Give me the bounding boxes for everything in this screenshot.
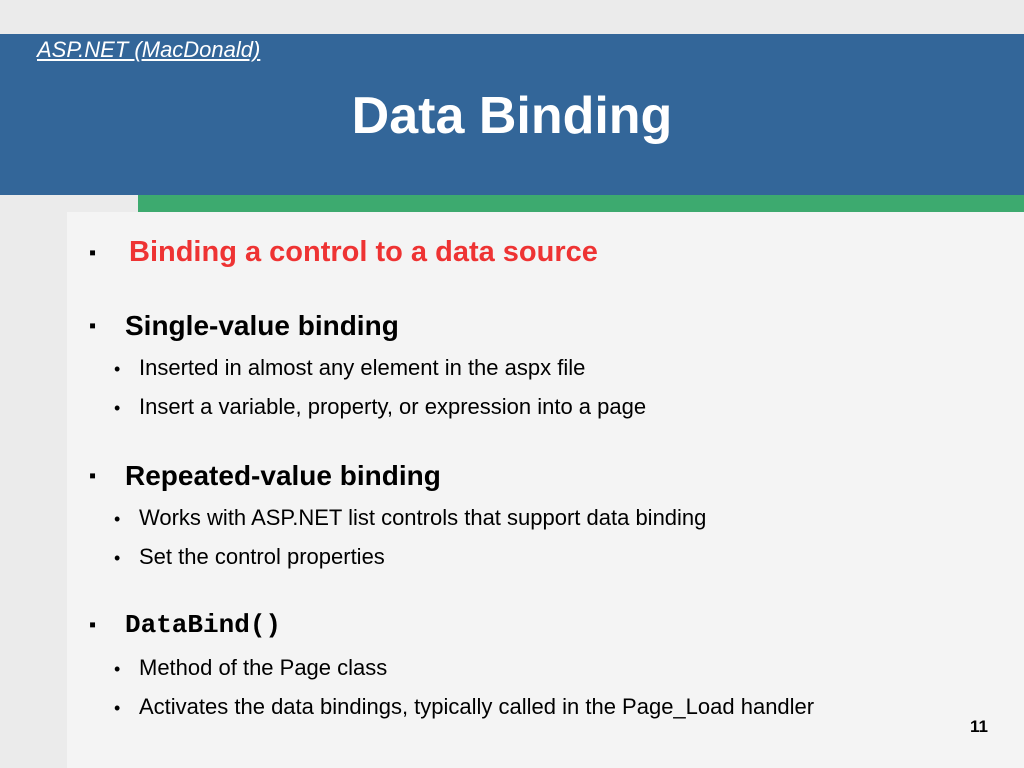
bullet-binding-control: Binding a control to a data source xyxy=(129,236,598,268)
course-link[interactable]: ASP.NET (MacDonald) xyxy=(37,37,261,62)
square-bullet-icon: ▪ xyxy=(89,242,97,264)
bullet-single-value-binding: Single-value binding xyxy=(125,310,399,341)
dot-bullet-icon: • xyxy=(114,659,121,679)
square-bullet-icon: ▪ xyxy=(89,614,97,636)
sub-bullet-page-class: Method of the Page class xyxy=(139,655,388,680)
bullet-databind-method: DataBind() xyxy=(125,610,282,640)
sub-bullet-inserted: Inserted in almost any element in the aspx file xyxy=(139,355,586,380)
dot-bullet-icon: • xyxy=(114,548,121,568)
sub-bullet-insert-variable: Insert a variable, property, or expression into a page xyxy=(139,394,647,419)
square-bullet-icon: ▪ xyxy=(89,465,97,487)
sub-bullet-activates-bindings: Activates the data bindings, typically called in the Page_Load handler xyxy=(139,694,815,719)
sub-bullet-control-properties: Set the control properties xyxy=(139,544,385,569)
dot-bullet-icon: • xyxy=(114,359,121,379)
dot-bullet-icon: • xyxy=(114,698,121,718)
dot-bullet-icon: • xyxy=(114,398,121,418)
square-bullet-icon: ▪ xyxy=(89,315,97,337)
dot-bullet-icon: • xyxy=(114,509,121,529)
sub-bullet-list-controls: Works with ASP.NET list controls that support data binding xyxy=(139,505,707,530)
top-strip xyxy=(0,0,1024,34)
bullet-repeated-value-binding: Repeated-value binding xyxy=(125,460,441,491)
page-number: 11 xyxy=(970,717,988,736)
accent-bar xyxy=(138,195,1024,213)
slide-title: Data Binding xyxy=(351,87,673,145)
